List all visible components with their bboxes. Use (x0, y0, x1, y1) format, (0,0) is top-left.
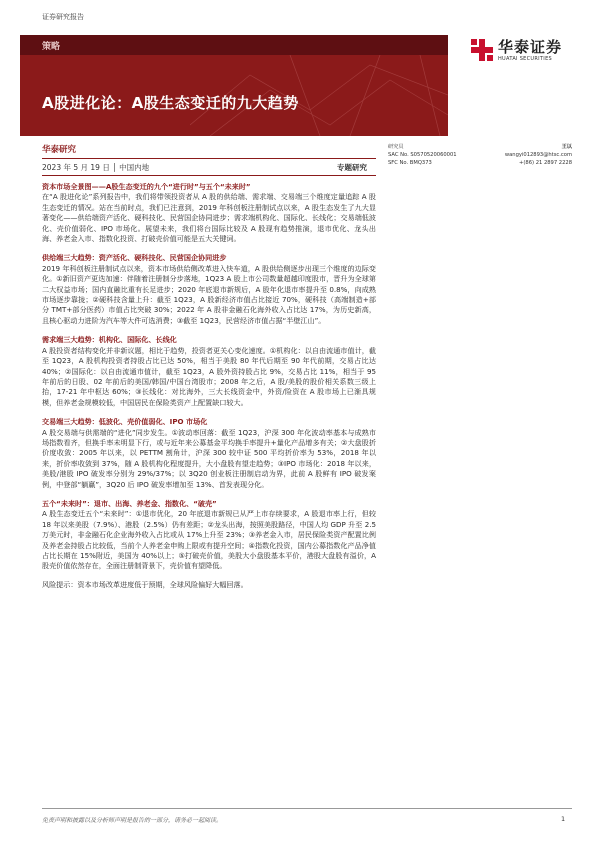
section-text: A 股交易端与供需端的“进化”同步发生。①波动率回落：截至 1Q23，沪深 300 年化波动率基本与成熟市场指数看齐，但换手率未明显下行，或与近年来公募基金平均换手率提升+量化产品增多有关；②大盘股折价度收敛：2005 年以来，以 PETTM 割角计，沪深 300 较中证 500 平均折价率为 53%，2018 年以来，折价率收敛到 37%，随 A 股机构化程度提升，大小盘股有望走趋势；③IPO 市场化：2018 年以来，美股/港股 IPO 破发率分别为 29%/37%；以 3Q20 创业板注册制启动为界，此前 A 股鲜有 IPO 破发案例，中登部“躺赢”，3Q20 后 IPO 破发率增加至 13%、首发表现分化。 (42, 427, 376, 489)
sac-number: SAC No. S0570520060001 (388, 151, 457, 158)
divider-top (42, 158, 376, 159)
section-text: 2019 年科创板注册制试点以来，资本市场供给侧改革进入快车道，A 股供给侧逐步出现三个维度的边际变化。①新旧资产更迭加速：伴随着注册制分步落地，1Q23 A 股上市公司数量超越印度股市，晋升为全球第二大权益市场；国内直融比重有长足进步；2020 年底退市新规后，A 股年化退市率提升至 0.8%，向成熟市场逐步靠拢；②硬科技含量上升：截至 1Q23，A 股新经济市值占比接近 70%，硬科技（高端制造+部分 TMT+部分医药）市值占比突破 30%；2022 年 A 股非金融石化海外收入占比达 17%，为历史新高，且核心驱动力进阶为汽车等大件可选消费；③截至 1Q23，民营经济市值占据“半壁江山”。 (42, 263, 376, 325)
logo-en-text: HUATAI SECURITIES (498, 56, 552, 62)
footer-divider (42, 808, 572, 809)
section-text: A 股投资者结构变化并非新议题，相比于趋势，投资者更关心变化速度。①机构化：以自由流通市值计，截至 1Q23，A 股机构投资者持股占比已达 50%，相当于美股 80 年代后期至 90 年代前期，交易占比达 40%；②国际化：以自由流通市值计，截至 1Q23，A 股外资持股占比 9%，交易占比 11%，相当于 95 年前后的日股、02 年前后的美国/韩国/中国台湾股市；2008 年之后，A 股/美股的股价相关系数三级上抬，17-21 年中枢达 60%；③长线化：对比海外，三大长线资金中，外资/险资在 A 股市场上已渐具规模，但养老金规模较低，中国居民在保险类资产上配置缺口较大。 (42, 345, 376, 407)
risk-warning: 风险提示：资本市场改革进度低于预期，全球风险偏好大幅回落。 (42, 579, 248, 589)
analyst-phone: +(86) 21 2897 2228 (519, 160, 572, 166)
report-category-label: 证券研究报告 (42, 13, 84, 21)
banner-category-tag: 策略 (42, 42, 61, 52)
section-text: 在“A 股进化论”系列报告中，我们将带领投资者从 A 股的供给端、需求端、交易端三个维度定量追踪 A 股生态变迁的情况。站在当前时点，我们已注意到，2019 年科创板注册制试点以来，A 股生态发生了九大显著变化——供给端资产活化、硬科技化、民营国企协同进步；需求端机构化、国际化、长线化；交易端低波化、壳价值弱化、IPO 市场化。展望未来，我们将台国际比较及 A 股现有趋势推演，退市优化、龙头出海、养老金入市、指数化投资、打破壳价值可能是五大关键词。 (42, 192, 376, 244)
section-text: A 股生态变迁五个“未来时”：①退市优化，20 年底退市新规已从严上市存续要求，A 股退市率上行，但较 18 年以来美股（7.9%）、港股（2.5%）仍有差距；②龙头出海，按照美股路径，中国人均 GDP 升至 2.5 万美元时，非金融石化企业海外收入占比或从 17%上升至 23%；③养老金入市，居民保险类资产配置比例及养老金持股占比较低，当前个人养老金申购上限或有提升空间；④指数化投资，国内公募指数化产品净值占比长期在 15%附近，美国为 40%以上；⑤打破壳价值，美股大小盘股基本平价，港股大盘股有溢价，A 股壳价值依然存在，全面注册制背景下，壳价值有望降低。 (42, 509, 376, 571)
logo-cn-text: 华泰证券 (498, 38, 563, 56)
report-type: 专题研究 (337, 163, 367, 172)
analyst-email[interactable]: wangyi012893@htsc.com (504, 151, 572, 158)
analyst-name: 王以 (561, 144, 572, 150)
section-heading: 供给端三大趋势：资产活化、硬科技化、民营国企协同进步 (42, 253, 227, 263)
banner-stripe (20, 35, 448, 55)
section-heading: 资本市场全景图——A股生态变迁的九个“进行时”与五个“未来时” (42, 182, 251, 191)
report-title: A股进化论：A股生态变迁的九大趋势 (42, 94, 299, 112)
analyst-title-label: 研究员 (388, 144, 404, 150)
huatai-logo (470, 36, 570, 68)
page-number: 1 (561, 815, 566, 823)
title-banner (20, 35, 448, 136)
huatai-logo-icon (470, 38, 494, 62)
section-heading: 五个“未来时”：退市、出海、养老金、指数化、“破壳” (42, 498, 217, 508)
section-heading: 需求端三大趋势：机构化、国际化、长线化 (42, 335, 177, 345)
analyst-info (388, 143, 572, 169)
sfc-number: SFC No. BMQ373 (388, 160, 432, 166)
section-heading: 交易端三大趋势：低波化、壳价值弱化、IPO 市场化 (42, 417, 208, 427)
divider-bottom (42, 175, 376, 176)
report-body (42, 182, 376, 590)
research-source: 华泰研究 (42, 145, 77, 155)
report-date: 2023 年 5 月 19 日 │ 中国内地 (42, 163, 150, 172)
footer-disclaimer: 免责声明和披露以及分析师声明是报告的一部分，请务必一起阅读。 (42, 817, 223, 824)
